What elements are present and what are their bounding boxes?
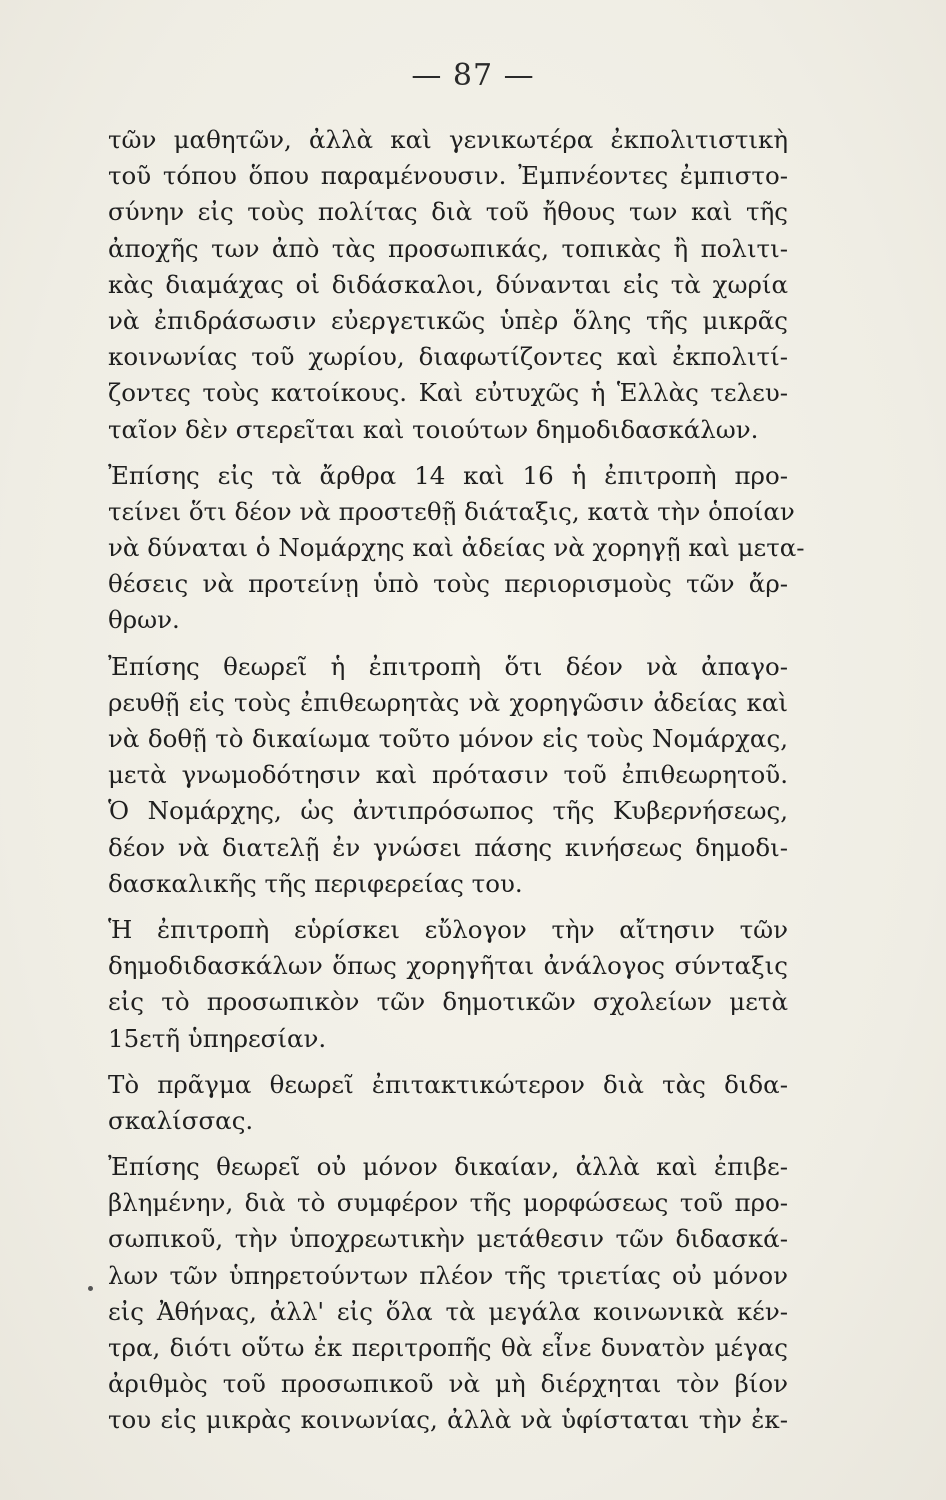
text-line: σκαλίσσας. [108, 1105, 254, 1135]
text-line: Ὁ Νομάρχης, ὡς ἀντιπρόσωπος τῆς Κυβερνήσεως, [108, 796, 788, 826]
text-line: νὰ ἐπιδράσωσιν εὐεργετικῶς ὑπὲρ ὅλης τῆς μικρᾶς [108, 305, 788, 335]
paragraph-2 [108, 458, 805, 639]
text-line: Ἐπίσης εἰς τὰ ἄρθρα 14 καὶ 16 ἡ ἐπιτροπὴ προ- [108, 460, 788, 490]
text-line: τοῦ τόπου ὅπου παραμένουσιν. Ἐμπνέοντες ἐμπιστο- [108, 161, 788, 191]
text-line: Ἐπίσης θεωρεῖ ἡ ἐπιτροπὴ ὅτι δέον νὰ ἀπαγο- [108, 651, 788, 681]
text-line: λων τῶν ὑπηρετούντων πλέον τῆς τριετίας οὐ μόνον [108, 1260, 788, 1290]
text-line: δημοδιδασκάλων ὅπως χορηγῆται ἀνάλογος σύνταξις [108, 951, 788, 981]
text-line: θέσεις νὰ προτείνῃ ὑπὸ τοὺς περιορισμοὺς τῶν ἄρ- [108, 569, 788, 599]
text-line: εἰς τὸ προσωπικὸν τῶν δημοτικῶν σχολείων μετὰ [108, 987, 788, 1017]
ink-speck [88, 1286, 93, 1291]
text-line: ἀριθμὸς τοῦ προσωπικοῦ νὰ μὴ διέρχηται τὸν βίον [108, 1369, 788, 1399]
text-line: βλημένην, διὰ τὸ συμφέρον τῆς μορφώσεως τοῦ προ- [108, 1188, 788, 1218]
text-line: εἰς Ἀθήνας, ἀλλ' εἰς ὅλα τὰ μεγάλα κοινωνικὰ κέν- [108, 1296, 788, 1326]
paragraph-4 [108, 912, 788, 1057]
page-number: — 87 — [411, 58, 535, 93]
text-line: ρευθῇ εἰς τοὺς ἐπιθεωρητὰς νὰ χορηγῶσιν ἀδείας καὶ [108, 687, 788, 717]
text-line: θρων. [108, 605, 180, 635]
paragraph-5 [108, 1067, 788, 1139]
text-line: δασκαλικῆς τῆς περιφερείας του. [108, 868, 523, 898]
paragraph-6 [108, 1149, 788, 1439]
text-line: Τὸ πρᾶγμα θεωρεῖ ἐπιτακτικώτερον διὰ τὰς διδα- [108, 1069, 788, 1099]
text-line: τῶν μαθητῶν, ἀλλὰ καὶ γενικωτέρα ἐκπολιτιστικὴ [108, 125, 788, 154]
text-line: του εἰς μικρὰς κοινωνίας, ἀλλὰ νὰ ὑφίσταται τὴν ἐκ- [108, 1405, 788, 1435]
text-line: τρα, διότι οὕτω ἐκ περιτροπῆς θὰ εἶνε δυνατὸν μέγας [108, 1333, 788, 1362]
text-line: νὰ δοθῇ τὸ δικαίωμα τοῦτο μόνον εἰς τοὺς Νομάρχας, [108, 724, 788, 753]
text-line: μετὰ γνωμοδότησιν καὶ πρότασιν τοῦ ἐπιθεωρητοῦ. [108, 760, 788, 790]
text-line: 15ετῆ ὑπηρεσίαν. [108, 1023, 327, 1053]
text-line: νὰ δύναται ὁ Νομάρχης καὶ ἀδείας νὰ χορηγῇ καὶ μετα- [108, 533, 805, 563]
text-line: σωπικοῦ, τὴν ὑποχρεωτικὴν μετάθεσιν τῶν διδασκά- [108, 1224, 788, 1254]
text-line: ζοντες τοὺς κατοίκους. Καὶ εὐτυχῶς ἡ Ἑλλὰς τελευ- [108, 378, 788, 408]
text-line: κοινωνίας τοῦ χωρίου, διαφωτίζοντες καὶ ἐκπολιτί- [108, 342, 788, 372]
text-line: σύνην εἰς τοὺς πολίτας διὰ τοῦ ἤθους των καὶ τῆς [108, 197, 788, 227]
text-line: κὰς διαμάχας οἱ διδάσκαλοι, δύνανται εἰς τὰ χωρία [108, 269, 788, 299]
text-line: τείνει ὅτι δέον νὰ προστεθῇ διάταξις, κατὰ τὴν ὁποίαν [108, 496, 795, 526]
paragraph-1 [108, 122, 788, 448]
text-line: ἀποχῆς των ἀπὸ τὰς προσωπικάς, τοπικὰς ἢ πολιτι- [108, 233, 788, 263]
text-line: Ἐπίσης θεωρεῖ οὐ μόνον δικαίαν, ἀλλὰ καὶ ἐπιβε- [108, 1152, 788, 1182]
paragraph-3 [108, 649, 788, 902]
text-line: ταῖον δὲν στερεῖται καὶ τοιούτων δημοδιδασκάλων. [108, 414, 759, 444]
body-text [108, 122, 805, 1439]
text-line: Ἡ ἐπιτροπὴ εὑρίσκει εὔλογον τὴν αἴτησιν τῶν [108, 914, 788, 944]
text-line: δέον νὰ διατελῇ ἐν γνώσει πάσης κινήσεως δημοδι- [108, 832, 788, 862]
